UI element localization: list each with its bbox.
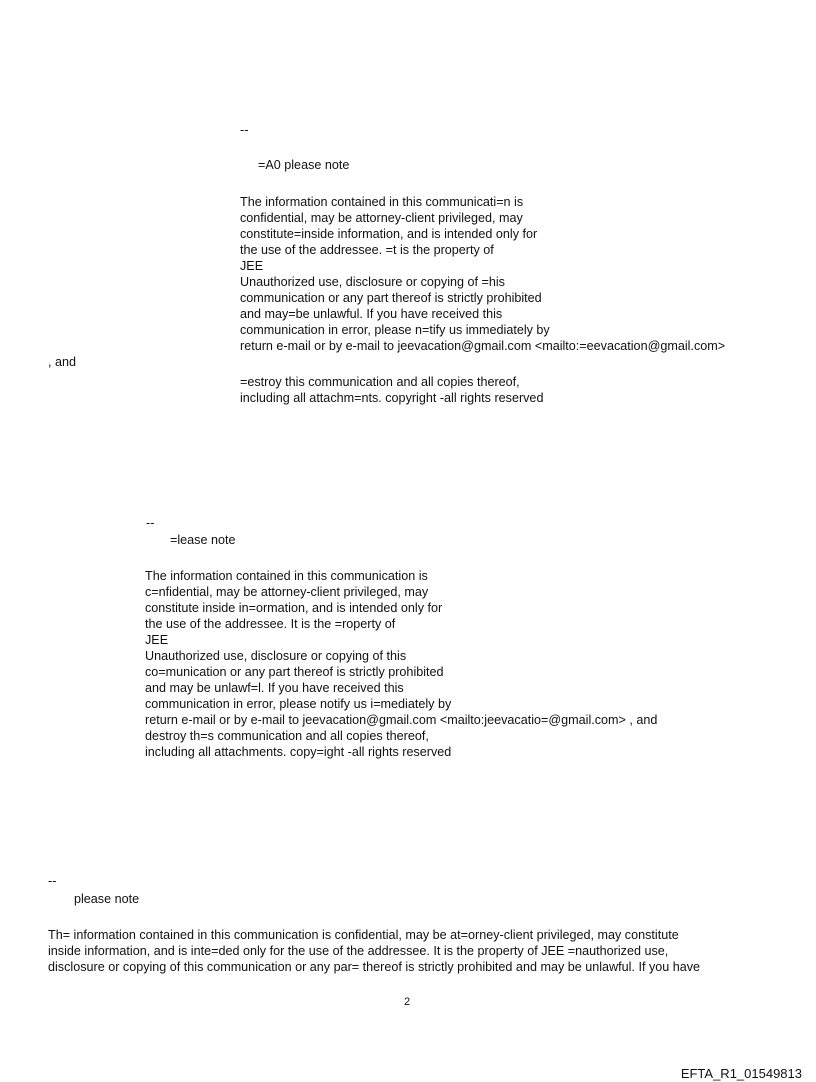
block3-line: disclosure or copying of this communication or any par= thereof is strictly prohibited and may be unlawful. If you have — [48, 960, 701, 974]
block1-note-heading: =A0 please note — [258, 158, 350, 172]
block1-line: The information contained in this communicati=n is — [240, 195, 524, 209]
block2-separator: -- — [146, 516, 155, 530]
block1-stray-and: , and — [48, 355, 77, 369]
block1-line: JEE — [240, 259, 264, 273]
block1-separator: -- — [240, 123, 249, 137]
block1-line: confidential, may be attorney-client privileged, may — [240, 211, 523, 225]
block1-tail-line: =estroy this communication and all copies thereof, — [240, 375, 520, 389]
block1-tail-line: including all attachm=nts. copyright -all rights reserved — [240, 391, 544, 405]
block1-line: and may=be unlawful. If you have received this — [240, 307, 503, 321]
block1-line: constitute=inside information, and is intended only for — [240, 227, 538, 241]
block1-line: the use of the addressee. =t is the property of — [240, 243, 494, 257]
block2-line: and may be unlawf=l. If you have received this — [145, 681, 404, 695]
block1-line: communication in error, please n=tify us immediately by — [240, 323, 550, 337]
block2-line: The information contained in this communication is — [145, 569, 428, 583]
block2-line: JEE — [145, 633, 169, 647]
block1-line: communication or any part thereof is strictly prohibited — [240, 291, 542, 305]
block2-line: destroy th=s communication and all copies thereof, — [145, 729, 429, 743]
block2-line: communication in error, please notify us i=mediately by — [145, 697, 452, 711]
block1-line: return e-mail or by e-mail to jeevacation@gmail.com <mailto:=eevacation@gmail.com> — [240, 339, 726, 353]
block3-separator: -- — [48, 874, 57, 888]
document-id: EFTA_R1_01549813 — [680, 1066, 802, 1081]
block3-note-heading: please note — [74, 892, 140, 906]
block2-line: c=nfidential, may be attorney-client privileged, may — [145, 585, 429, 599]
block2-note-heading: =lease note — [170, 533, 236, 547]
block2-line: constitute inside in=ormation, and is intended only for — [145, 601, 443, 615]
block2-line: including all attachments. copy=ight -all rights reserved — [145, 745, 452, 759]
block3-line: Th= information contained in this communication is confidential, may be at=orney-client privileged, may constitute — [48, 928, 679, 942]
block3-line: inside information, and is inte=ded only for the use of the addressee. It is the property of JEE =nauthorized use, — [48, 944, 669, 958]
block2-line: return e-mail or by e-mail to jeevacation@gmail.com <mailto:jeevacatio=@gmail.com> , and — [145, 713, 658, 727]
block2-line: the use of the addressee. It is the =roperty of — [145, 617, 396, 631]
page-number: 2 — [404, 996, 411, 1008]
block1-line: Unauthorized use, disclosure or copying of =his — [240, 275, 505, 289]
block2-line: Unauthorized use, disclosure or copying of this — [145, 649, 407, 663]
block2-line: co=munication or any part thereof is strictly prohibited — [145, 665, 444, 679]
